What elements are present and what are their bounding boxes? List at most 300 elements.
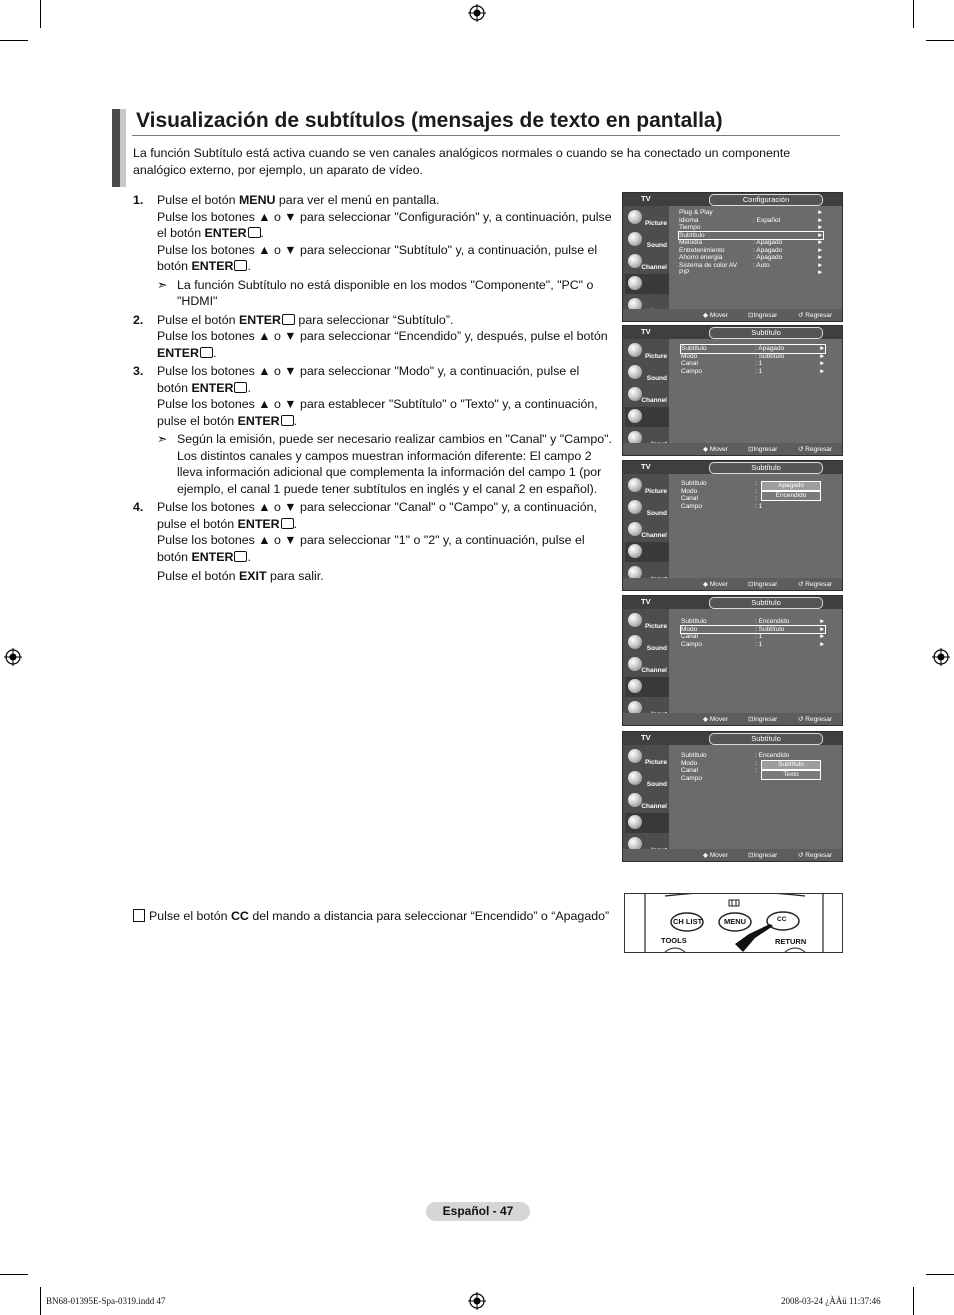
osd-sidebar-item-picture[interactable] [625, 747, 669, 767]
setup-icon [628, 409, 642, 423]
move-icon: ◆ [703, 852, 710, 859]
page-number-badge: Español - 47 [426, 1202, 530, 1221]
enter-icon [281, 415, 294, 426]
osd-footer-move [703, 715, 728, 723]
osd-menu-row[interactable] [681, 368, 825, 376]
osd-sidebar-label: Picture [644, 488, 667, 495]
osd-sidebar-item-sound[interactable] [625, 633, 669, 653]
osd-sidebar-item-sound[interactable] [625, 230, 669, 250]
osd-sidebar-label: Picture [644, 353, 667, 360]
osd-sidebar-label: Channel [641, 397, 667, 404]
osd-row-label: Idioma [679, 216, 699, 224]
osd-row-value: : Español [753, 216, 781, 224]
cc-text: Pulse el botón [149, 909, 231, 923]
crop-mark [40, 1287, 41, 1315]
osd-menu-row[interactable] [679, 254, 823, 262]
channel-icon [628, 522, 642, 536]
osd-sidebar [623, 745, 669, 849]
osd-row-label: Subtítulo [681, 480, 707, 487]
osd-row-label: Entretenimiento [679, 246, 725, 254]
osd-sidebar-label: Setup [648, 689, 667, 696]
step-text: Pulse los botones ▲ o ▼ para seleccionar "1" o "2" y, a continuación, pulse el botón [157, 533, 585, 564]
osd-menu-row[interactable] [681, 345, 825, 353]
osd-row-value: : 1 [755, 633, 763, 640]
osd-row-value: : Apagado [755, 345, 785, 352]
registration-mark-icon [932, 648, 950, 666]
move-icon: ◆ [703, 581, 710, 588]
osd-tv-label: TV [641, 733, 651, 742]
osd-footer-label: Mover [709, 716, 728, 723]
page-title: Visualización de subtítulos (mensajes de texto en pantalla) [136, 109, 723, 132]
enter-key: ENTER [191, 380, 234, 395]
osd-sidebar [623, 474, 669, 578]
osd-row-value: : Subtítulo [755, 625, 785, 633]
osd-row-arrow-icon: ► [817, 261, 824, 269]
osd-row-value: : [755, 495, 757, 502]
osd-footer-label: Regresar [805, 312, 832, 319]
osd-row-label: PIP [679, 269, 690, 276]
osd-row-arrow-icon: ► [817, 209, 824, 216]
title-divider [132, 135, 840, 136]
osd-row-arrow-icon: ► [817, 246, 824, 254]
osd-sidebar-item-sound[interactable] [625, 498, 669, 518]
osd-menu-row[interactable] [681, 503, 825, 511]
enter-icon [234, 551, 247, 562]
sound-icon [628, 635, 642, 649]
registration-mark-icon [4, 648, 22, 666]
osd-row-label: Canal [681, 767, 698, 774]
print-file-info: BN68-01395E-Spa-0319.indd 47 [46, 1296, 166, 1306]
osd-footer-label: Regresar [805, 852, 832, 859]
osd-row-arrow-icon: ► [817, 254, 824, 261]
osd-row-label: Canal [681, 495, 698, 502]
osd-sidebar [623, 206, 669, 309]
cc-instruction [133, 909, 609, 923]
osd-sidebar-label: Sound [646, 781, 667, 788]
osd-footer-enter [748, 580, 777, 588]
osd-footer-enter [748, 311, 777, 319]
step-text: Pulse el botón [157, 569, 239, 583]
osd-menu-title: Subtítulo [709, 462, 823, 474]
channel-icon [628, 657, 642, 671]
osd-row-arrow-icon: ► [817, 224, 824, 231]
osd-footer-label: Regresar [805, 716, 832, 723]
osd-row-arrow-icon: ► [819, 633, 826, 640]
osd-sidebar-item-sound[interactable] [625, 769, 669, 789]
step-text: Pulse los botones ▲ o ▼ para seleccionar "Subtítulo" y, a continuación, pulse el botón [157, 242, 598, 273]
instruction-steps [133, 192, 613, 585]
osd-footer-label: Regresar [805, 581, 832, 588]
osd-menu-row[interactable] [679, 262, 823, 270]
osd-sidebar-item-channel[interactable] [625, 791, 669, 811]
osd-body [669, 474, 842, 578]
osd-sidebar [623, 339, 669, 443]
crop-mark [40, 0, 41, 28]
osd-sidebar-label: Sound [646, 242, 667, 249]
osd-footer-label: Regresar [805, 446, 832, 453]
osd-row-value: : Subtítulo [755, 352, 785, 360]
step-text: para seleccionar “Subtítulo”. [294, 312, 454, 327]
channel-icon [628, 254, 642, 268]
enter-key: ENTER [238, 312, 281, 327]
enter-icon [200, 347, 213, 358]
osd-footer [623, 713, 842, 725]
osd-footer-label: Ingresar [753, 581, 778, 588]
osd-sidebar-label: Setup [648, 419, 667, 426]
setup-icon [628, 679, 642, 693]
osd-row-label: Subtítulo [681, 345, 707, 352]
osd-row-arrow-icon: ► [819, 640, 826, 648]
osd-footer-label: Ingresar [753, 312, 778, 319]
enter-icon [234, 260, 247, 271]
note-arrow-icon: ➣ [157, 432, 168, 446]
osd-sidebar-label: Sound [646, 510, 667, 517]
osd-screen-subtitulo [622, 325, 843, 456]
osd-row-label: Subtítulo [681, 752, 707, 759]
picture-icon [628, 343, 642, 357]
intro-text: La función Subtítulo está activa cuando se ven canales analógicos normales o cuando se ha conectado un componente analógico externo, por ejemplo, un aparato de vídeo. [133, 146, 791, 177]
step-text: para salir. [266, 569, 324, 583]
osd-footer-move [703, 311, 728, 319]
osd-sidebar-label: Channel [641, 264, 667, 271]
cc-text: del mando a distancia para seleccionar “Encendido” o “Apagado” [248, 909, 610, 923]
osd-menu-row[interactable] [679, 224, 823, 232]
step-1: 1. Pulse el botón MENU para ver el menú en pantalla. Pulse los botones ▲ o ▼ para seleccionar "Configuración" y, a continuación, pulse el botón ENTER . Pulse los botones ▲ o ▼ para seleccionar "Subtítulo" y, a continuación, pulse el botón ENTER . ➣ La función Subtítulo no está disponible en los modos "Componente", "PC" o "HDMI" [133, 193, 612, 308]
osd-screen-subtitulo-options [622, 460, 843, 591]
osd-footer-move [703, 851, 728, 859]
enter-icon [281, 518, 294, 529]
exit-instruction [133, 568, 613, 585]
enter-key: ENTER [237, 413, 280, 428]
osd-sidebar-item-picture[interactable] [625, 476, 669, 496]
osd-row-label: Ahorro energía [679, 254, 723, 261]
tools-button-label: TOOLS [661, 936, 687, 945]
osd-menu-title: Configuración [709, 194, 823, 206]
osd-row-arrow-icon: ► [819, 625, 826, 633]
osd-menu-row[interactable] [679, 209, 823, 217]
osd-sidebar-item-channel[interactable] [625, 385, 669, 405]
osd-menu-title: Subtítulo [709, 733, 823, 745]
registration-mark-icon [468, 4, 486, 22]
osd-row-label: Modo [681, 352, 698, 360]
osd-tv-label: TV [641, 462, 651, 471]
osd-row-label: Modo [681, 625, 698, 633]
picture-icon [628, 210, 642, 224]
note-text: Según la emisión, puede ser necesario realizar cambios en "Canal" y "Campo". Los distintos canales y campos muestran información diferente: El campo 2 lleva información adicional que complementa la información del campo 1 (por ejemplo, el canal 1 puede tener subtítulos en inglés y el canal 2 en español). [177, 432, 612, 496]
osd-row-value: : Auto [753, 261, 770, 269]
osd-sidebar-label: Sound [646, 645, 667, 652]
step-3: 3. Pulse los botones ▲ o ▼ para seleccionar "Modo" y, a continuación, pulse el botón ENTER . Pulse los botones ▲ o ▼ para establecer "Subtítulo" o "Texto" y, a continuación, pulse el botón ENTER . ➣ Según la emisión, puede ser necesario realizar cambios en "Canal" y "Campo". Los distintos canales y campos muestran información diferente: El campo 2 lleva información adicional que complementa la información del campo 1 (por ejemplo, el canal 1 puede tener subtítulos en inglés y el canal 2 en español). [133, 364, 612, 496]
osd-row-value: : Apagado [753, 239, 783, 246]
osd-sidebar-label: Channel [641, 532, 667, 539]
enter-icon: ⊡ [748, 852, 754, 859]
osd-row-label: Plug & Play [679, 209, 713, 216]
picture-icon [628, 613, 642, 627]
osd-row-label: Campo [681, 640, 702, 648]
enter-key: ENTER [191, 549, 234, 564]
print-date-info: 2008-03-24 ¿ÀÀü 11:37:46 [781, 1296, 881, 1306]
move-icon: ◆ [703, 716, 710, 723]
osd-row-label: Subtítulo [679, 231, 705, 239]
enter-key: ENTER [237, 516, 280, 531]
osd-row-arrow-icon: ► [819, 618, 826, 625]
osd-body [669, 745, 842, 849]
step-number: 4. [133, 500, 144, 514]
return-icon: ↺ [798, 852, 806, 859]
osd-footer-enter [748, 445, 777, 453]
osd-sidebar-item-picture[interactable] [625, 208, 669, 228]
osd-header [623, 326, 842, 339]
osd-sidebar-label: Picture [644, 220, 667, 227]
return-icon: ↺ [798, 312, 806, 319]
osd-header [623, 193, 842, 206]
osd-option[interactable]: Apagado [761, 481, 821, 491]
osd-row-value: : Encendido [755, 618, 790, 625]
osd-menu-title: Subtítulo [709, 327, 823, 339]
osd-row-value: : [755, 487, 757, 495]
osd-menu-row[interactable] [681, 633, 825, 641]
osd-row-label: Campo [681, 502, 702, 510]
channel-icon [628, 387, 642, 401]
osd-sidebar-label: Setup [648, 825, 667, 832]
osd-option[interactable]: Texto [761, 770, 821, 780]
osd-sidebar-item-sound[interactable] [625, 363, 669, 383]
osd-footer-move [703, 445, 728, 453]
enter-icon: ⊡ [748, 446, 754, 453]
menu-key: MENU [238, 193, 276, 207]
osd-footer-back [798, 715, 832, 723]
osd-footer-label: Ingresar [753, 716, 778, 723]
enter-key: ENTER [157, 345, 199, 360]
osd-option[interactable]: Encendido [761, 491, 821, 501]
enter-key: ENTER [191, 259, 234, 273]
menu-button-label: MENU [724, 917, 747, 926]
osd-row-label: Modo [681, 759, 698, 767]
osd-sidebar-item-channel[interactable] [625, 252, 669, 272]
enter-icon: ⊡ [748, 716, 754, 723]
cc-button-label: CC [777, 916, 787, 923]
osd-menu-row[interactable] [681, 618, 825, 626]
osd-row-arrow-icon: ► [819, 345, 826, 352]
note [157, 431, 613, 497]
return-icon: ↺ [798, 446, 806, 453]
step-text: Pulse los botones ▲ o ▼ para establecer "Subtítulo" o "Texto" y, a continuación, pulse el botón [157, 397, 598, 428]
osd-row-value: : [755, 767, 757, 774]
remote-illustration [624, 893, 843, 953]
osd-row-value: : Encendido [755, 752, 790, 759]
step-text: Pulse el botón [157, 312, 239, 327]
osd-footer-back [798, 445, 832, 453]
osd-sidebar-item-setup[interactable] [625, 542, 669, 562]
enter-icon [282, 314, 295, 325]
osd-row-value: : 1 [755, 367, 763, 375]
crop-mark [926, 40, 954, 41]
enter-icon: ⊡ [748, 312, 754, 319]
osd-menu-row[interactable] [679, 247, 823, 255]
step-4: 4. Pulse los botones ▲ o ▼ para seleccionar "Canal" o "Campo" y, a continuación, pulse el botón ENTER . Pulse los botones ▲ o ▼ para seleccionar "1" o "2" y, a continuación, pulse el botón ENTER . [133, 500, 598, 564]
osd-row-label: Subtítulo [681, 618, 707, 625]
registration-mark-icon [468, 1292, 486, 1310]
osd-footer-label: Ingresar [753, 852, 778, 859]
crop-mark [913, 0, 914, 28]
osd-sidebar-item-setup[interactable] [625, 274, 669, 294]
osd-sidebar-label: Sound [646, 375, 667, 382]
osd-sidebar [623, 609, 669, 713]
osd-row-arrow-icon: ► [817, 216, 824, 224]
setup-icon [628, 276, 642, 290]
osd-footer-label: Mover [709, 446, 728, 453]
crop-mark [926, 1274, 954, 1275]
crop-mark [0, 1274, 28, 1275]
osd-row-arrow-icon: ► [817, 239, 824, 246]
osd-row-label: Tiempo [679, 224, 701, 231]
osd-sidebar-item-setup[interactable] [625, 813, 669, 833]
osd-sidebar-item-channel[interactable] [625, 655, 669, 675]
osd-row-value: : 1 [755, 502, 763, 510]
heading-bar-highlight [120, 109, 126, 187]
osd-footer-enter [748, 851, 777, 859]
step-text: Pulse los botones ▲ o ▼ para seleccionar “Encendido” y, después, pulse el botón [157, 329, 608, 343]
osd-footer-label: Mover [709, 312, 728, 319]
osd-footer-enter [748, 715, 777, 723]
osd-menu-row[interactable] [681, 752, 825, 760]
note-icon [133, 909, 145, 922]
note-text: La función Subtítulo no está disponible en los modos "Componente", "PC" o "HDMI" [177, 277, 594, 308]
osd-body [669, 339, 842, 443]
crop-mark [0, 40, 28, 41]
osd-menu-row[interactable] [679, 239, 823, 247]
enter-key: ENTER [204, 226, 247, 240]
osd-row-value: : Apagado [753, 254, 783, 261]
osd-body [669, 206, 842, 309]
osd-footer-back [798, 580, 832, 588]
osd-row-value: : [755, 480, 757, 487]
osd-sidebar-item-setup[interactable] [625, 677, 669, 697]
osd-screen-configuracion [622, 192, 843, 322]
step-number: 1. [133, 193, 144, 207]
osd-footer [623, 443, 842, 455]
picture-icon [628, 478, 642, 492]
osd-tv-label: TV [641, 597, 651, 606]
osd-row-value: : Apagado [753, 246, 783, 254]
osd-screen-subtitulo-modo [622, 595, 843, 726]
enter-icon [234, 382, 247, 393]
step-text: Pulse el botón [157, 193, 239, 207]
osd-footer [623, 578, 842, 590]
osd-row-label: Melodía [679, 239, 703, 246]
osd-footer-label: Mover [709, 581, 728, 588]
osd-body [669, 609, 842, 713]
osd-menu-row[interactable] [681, 626, 825, 634]
step-text: Pulse los botones ▲ o ▼ para seleccionar "Canal" o "Campo" y, a continuación, pulse el botón [157, 500, 598, 531]
step-number: 2. [133, 312, 144, 327]
osd-footer [623, 849, 842, 861]
osd-header [623, 461, 842, 474]
osd-footer-label: Ingresar [753, 446, 778, 453]
channel-icon [628, 793, 642, 807]
move-icon: ◆ [703, 312, 710, 319]
osd-row-arrow-icon: ► [819, 352, 826, 360]
osd-sidebar-label: Setup [648, 286, 667, 293]
sound-icon [628, 365, 642, 379]
osd-row-label: Campo [681, 367, 702, 375]
osd-screen-subtitulo-modo-options [622, 731, 843, 862]
osd-sidebar-label: Setup [648, 554, 667, 561]
move-icon: ◆ [703, 446, 710, 453]
osd-sidebar-item-picture[interactable] [625, 341, 669, 361]
osd-footer-back [798, 851, 832, 859]
osd-row-label: Canal [681, 360, 698, 367]
osd-menu-row[interactable] [679, 269, 823, 277]
return-button-label: RETURN [775, 937, 807, 946]
osd-footer-move [703, 580, 728, 588]
osd-sidebar-item-channel[interactable] [625, 520, 669, 540]
osd-row-arrow-icon: ► [817, 231, 824, 239]
osd-sidebar-label: Channel [641, 803, 667, 810]
osd-menu-row[interactable] [681, 353, 825, 361]
osd-sidebar-label: Channel [641, 667, 667, 674]
osd-row-label: Sistema de color AV [679, 261, 738, 269]
osd-sidebar-item-setup[interactable] [625, 407, 669, 427]
return-icon: ↺ [798, 581, 806, 588]
cc-key: CC [230, 909, 249, 923]
osd-sidebar-item-picture[interactable] [625, 611, 669, 631]
osd-menu-row[interactable] [681, 360, 825, 368]
step-2: 2. Pulse el botón ENTER para seleccionar “Subtítulo”. Pulse los botones ▲ o ▼ para seleccionar “Encendido” y, después, pulse el botón ENTER . [133, 312, 608, 360]
osd-row-arrow-icon: ► [819, 360, 826, 367]
osd-sidebar-label: Picture [644, 759, 667, 766]
osd-row-label: Canal [681, 633, 698, 640]
note [157, 277, 613, 310]
osd-footer [623, 309, 842, 321]
osd-footer-back [798, 311, 832, 319]
setup-icon [628, 544, 642, 558]
step-number: 3. [133, 364, 144, 378]
crop-mark [913, 1287, 914, 1315]
osd-row-label: Campo [681, 774, 702, 782]
osd-tv-label: TV [641, 327, 651, 336]
note-arrow-icon: ➣ [157, 277, 168, 292]
sound-icon [628, 232, 642, 246]
osd-sidebar-label: Picture [644, 623, 667, 630]
osd-row-value: : [755, 759, 757, 767]
sound-icon [628, 771, 642, 785]
osd-row-label: Modo [681, 487, 698, 495]
osd-row-arrow-icon: ► [817, 269, 824, 276]
step-text: Pulse los botones ▲ o ▼ para seleccionar "Configuración" y, a continuación, pulse el botón [157, 209, 612, 240]
osd-menu-title: Subtítulo [709, 597, 823, 609]
osd-menu-row[interactable] [679, 217, 823, 225]
picture-icon [628, 749, 642, 763]
osd-header [623, 732, 842, 745]
osd-menu-row[interactable] [681, 641, 825, 649]
exit-key: EXIT [238, 569, 267, 583]
osd-option[interactable]: Subtítulo [761, 760, 821, 770]
osd-header [623, 596, 842, 609]
osd-footer-label: Mover [709, 852, 728, 859]
osd-row-value: : 1 [755, 640, 763, 648]
osd-row-arrow-icon: ► [819, 367, 826, 375]
osd-menu-row[interactable] [679, 232, 823, 240]
enter-icon [248, 227, 261, 238]
return-icon: ↺ [798, 716, 806, 723]
setup-icon [628, 815, 642, 829]
osd-tv-label: TV [641, 194, 651, 203]
enter-icon: ⊡ [748, 581, 754, 588]
chlist-button-label: CH LIST [673, 917, 703, 926]
osd-row-value: : 1 [755, 360, 763, 367]
sound-icon [628, 500, 642, 514]
